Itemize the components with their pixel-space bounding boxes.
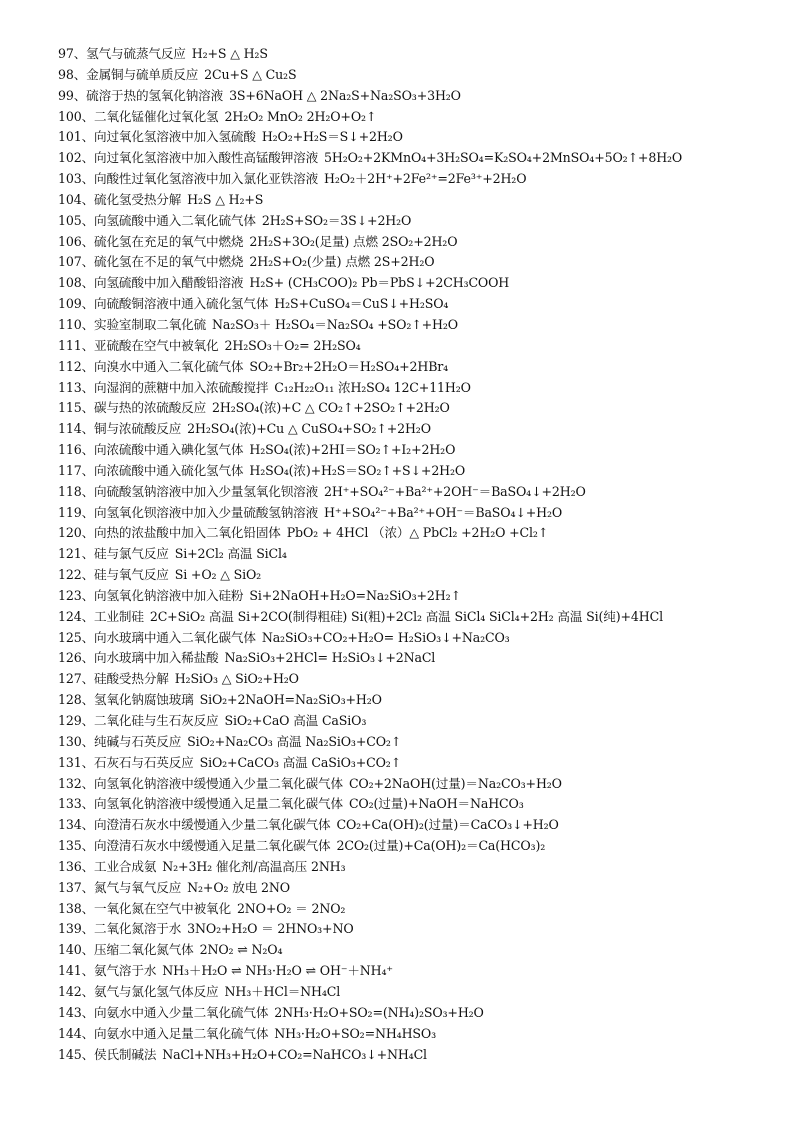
reaction-number: 125、 (58, 629, 95, 645)
reaction-line (58, 232, 778, 253)
reaction-equation: Si+2Cl₂ 高温 SiCl₄ (174, 546, 287, 562)
reaction-equation: H₂O₂+H₂S＝S↓+2H₂O (261, 129, 403, 145)
reaction-equation: H₂SO₄(浓)+H₂S＝SO₂↑+S↓+2H₂O (249, 462, 466, 478)
reaction-line (58, 794, 778, 815)
reaction-equation: NH₃·H₂O+SO₂=NH₄HSO₃ (274, 1025, 436, 1041)
reaction-line (58, 127, 778, 148)
reaction-line (58, 940, 778, 961)
reaction-line (58, 273, 778, 294)
reaction-description: 向过氧化氢溶液中加入酸性高锰酸钾溶液 (94, 150, 319, 166)
reaction-line (58, 44, 778, 65)
reaction-number: 112、 (58, 358, 95, 374)
reaction-equation: 2H₂S+SO₂＝3S↓+2H₂O (261, 212, 412, 228)
reaction-line (58, 878, 778, 899)
reaction-equation: 2H₂O₂ MnO₂ 2H₂O+O₂↑ (224, 108, 377, 124)
reaction-number: 98、 (58, 66, 87, 82)
reaction-line (58, 711, 778, 732)
reaction-number: 138、 (58, 900, 95, 916)
reaction-number: 126、 (58, 650, 95, 666)
reaction-number: 135、 (58, 838, 95, 854)
reaction-equation: 2H⁺+SO₄²⁻+Ba²⁺+2OH⁻＝BaSO₄↓+2H₂O (324, 483, 586, 499)
reaction-description: 硫化氢在不足的氧气中燃烧 (94, 254, 244, 270)
reaction-line (58, 565, 778, 586)
reaction-description: 硫溶于热的氢氧化钠溶液 (86, 87, 224, 103)
reaction-line (58, 857, 778, 878)
reaction-number: 109、 (58, 296, 95, 312)
reaction-line (58, 669, 778, 690)
reaction-description: 硅酸受热分解 (94, 671, 169, 687)
reaction-line (58, 732, 778, 753)
reaction-description: 向热的浓盐酸中加入二氧化铅固体 (94, 525, 281, 541)
reaction-equation: N₂+3H₂ 催化剂/高温高压 2NH₃ (162, 858, 346, 874)
reaction-description: 纯碱与石英反应 (94, 733, 182, 749)
reaction-number: 97、 (58, 46, 87, 61)
reaction-line (58, 1045, 778, 1066)
reaction-number: 137、 (58, 879, 95, 895)
reaction-number: 118、 (58, 483, 95, 499)
reaction-description: 硫化氢受热分解 (94, 191, 182, 207)
reaction-description: 二氧化氮溶于水 (94, 921, 182, 937)
reaction-line (58, 961, 778, 982)
reaction-number: 102、 (58, 150, 95, 166)
reaction-description: 金属铜与硫单质反应 (86, 66, 199, 82)
reaction-equation: Si+2NaOH+H₂O=Na₂SiO₃+2H₂↑ (249, 587, 461, 603)
reaction-description: 碳与热的浓硫酸反应 (94, 400, 207, 416)
reaction-line (58, 648, 778, 669)
reaction-equation: 2H₂SO₃＋O₂= 2H₂SO₄ (224, 337, 361, 353)
reaction-description: 向溴水中通入二氧化硫气体 (94, 358, 244, 374)
reaction-line (58, 148, 778, 169)
reaction-number: 101、 (58, 129, 95, 145)
reaction-line (58, 190, 778, 211)
reaction-number: 128、 (58, 692, 95, 708)
reaction-equation: NaCl+NH₃+H₂O+CO₂=NaHCO₃↓+NH₄Cl (162, 1046, 427, 1062)
reaction-line (58, 1024, 778, 1045)
reaction-line (58, 544, 778, 565)
reaction-description: 向浓硫酸中通入硫化氢气体 (94, 462, 244, 478)
reaction-equation: N₂+O₂ 放电 2NO (187, 879, 290, 895)
reaction-line (58, 169, 778, 190)
reaction-line (58, 419, 778, 440)
reaction-number: 117、 (58, 462, 95, 478)
reaction-equation: C₁₂H₂₂O₁₁ 浓H₂SO₄ 12C+11H₂O (274, 379, 471, 395)
reaction-description: 二氧化锰催化过氧化氢 (94, 108, 219, 124)
reaction-number: 143、 (58, 1004, 95, 1020)
reaction-list (58, 44, 778, 1065)
reaction-equation: H₂S+CuSO₄＝CuS↓+H₂SO₄ (274, 296, 449, 312)
reaction-number: 127、 (58, 671, 95, 687)
reaction-equation: 2NO+O₂ ＝ 2NO₂ (236, 900, 346, 916)
reaction-equation: SiO₂+CaCO₃ 高温 CaSiO₃+CO₂↑ (199, 754, 402, 770)
reaction-number: 140、 (58, 942, 95, 958)
reaction-description: 向硫酸氢钠溶液中加入少量氢氧化钡溶液 (94, 483, 319, 499)
reaction-equation: 2H₂SO₄(浓)+Cu △ CuSO₄+SO₂↑+2H₂O (187, 421, 431, 437)
reaction-line (58, 107, 778, 128)
reaction-number: 110、 (58, 316, 95, 332)
reaction-equation: 2Cu+S △ Cu₂S (204, 66, 297, 82)
reaction-line (58, 690, 778, 711)
reaction-description: 石灰石与石英反应 (94, 754, 194, 770)
reaction-number: 133、 (58, 796, 95, 812)
reaction-description: 实验室制取二氧化硫 (94, 316, 207, 332)
reaction-equation: H₂SiO₃ △ SiO₂+H₂O (174, 671, 299, 687)
reaction-number: 129、 (58, 713, 95, 728)
reaction-equation: H₂S+ (CH₃COO)₂ Pb＝PbS↓+2CH₃COOH (249, 275, 510, 291)
reaction-equation: Na₂SO₃＋ H₂SO₄＝Na₂SO₄ +SO₂↑+H₂O (212, 316, 458, 332)
reaction-number: 122、 (58, 567, 95, 583)
reaction-number: 107、 (58, 254, 95, 270)
reaction-description: 侯氏制碱法 (94, 1046, 157, 1062)
reaction-description: 向过氧化氢溶液中加入氢硫酸 (94, 129, 256, 145)
reaction-number: 119、 (58, 504, 95, 520)
reaction-number: 139、 (58, 921, 95, 937)
reaction-equation: 2C+SiO₂ 高温 Si+2CO(制得粗硅) Si(粗)+2Cl₂ 高温 SiCl₄ SiCl₄+2H₂ 高温 Si(纯)+4HCl (149, 608, 663, 624)
reaction-equation: CO₂+2NaOH(过量)＝Na₂CO₃+H₂O (348, 775, 562, 791)
reaction-number: 104、 (58, 191, 95, 207)
reaction-equation: 3NO₂+H₂O ＝ 2HNO₃+NO (187, 921, 354, 937)
reaction-number: 116、 (58, 442, 95, 458)
reaction-equation: SO₂+Br₂+2H₂O＝H₂SO₄+2HBr₄ (249, 358, 449, 374)
reaction-description: 向水玻璃中加入稀盐酸 (94, 650, 219, 666)
reaction-line (58, 440, 778, 461)
reaction-number: 108、 (58, 275, 95, 291)
reaction-equation: NH₃＋H₂O ⇌ NH₃·H₂O ⇌ OH⁻＋NH₄⁺ (162, 963, 393, 979)
reaction-number: 130、 (58, 733, 95, 749)
reaction-description: 氨气溶于水 (94, 963, 157, 979)
reaction-line (58, 1003, 778, 1024)
reaction-description: 硅与氯气反应 (94, 546, 169, 562)
reaction-line (58, 982, 778, 1003)
reaction-description: 向浓硫酸中通入碘化氢气体 (94, 442, 244, 458)
reaction-line (58, 482, 778, 503)
reaction-number: 121、 (58, 546, 95, 562)
reaction-description: 向氢硫酸中加入醋酸铅溶液 (94, 275, 244, 291)
reaction-number: 134、 (58, 817, 95, 833)
reaction-equation: 2H₂SO₄(浓)+C △ CO₂↑+2SO₂↑+2H₂O (212, 400, 450, 416)
reaction-equation: H₂O₂＋2H⁺+2Fe²⁺=2Fe³⁺+2H₂O (324, 171, 527, 187)
reaction-description: 亚硫酸在空气中被氧化 (94, 337, 219, 353)
reaction-description: 向酸性过氧化氢溶液中加入氯化亚铁溶液 (94, 171, 319, 187)
reaction-description: 硫化氢在充足的氧气中燃烧 (94, 233, 244, 249)
reaction-number: 145、 (58, 1046, 95, 1062)
reaction-description: 工业合成氨 (94, 858, 157, 874)
reaction-equation: H₂+S △ H₂S (191, 46, 268, 61)
reaction-number: 120、 (58, 525, 95, 541)
reaction-equation: 3S+6NaOH △ 2Na₂S+Na₂SO₃+3H₂O (229, 87, 461, 103)
reaction-number: 136、 (58, 858, 95, 874)
reaction-line (58, 836, 778, 857)
reaction-line (58, 919, 778, 940)
reaction-number: 103、 (58, 171, 95, 187)
reaction-number: 106、 (58, 233, 95, 249)
reaction-line (58, 398, 778, 419)
reaction-equation: SiO₂+CaO 高温 CaSiO₃ (224, 713, 367, 728)
reaction-line (58, 65, 778, 86)
reaction-line (58, 315, 778, 336)
reaction-line (58, 503, 778, 524)
reaction-number: 113、 (58, 379, 95, 395)
reaction-number: 131、 (58, 754, 95, 770)
reaction-equation: 5H₂O₂+2KMnO₄+3H₂SO₄=K₂SO₄+2MnSO₄+5O₂↑+8H₂O (324, 150, 683, 166)
reaction-description: 向水玻璃中通入二氧化碳气体 (94, 629, 256, 645)
reaction-description: 硅与氧气反应 (94, 567, 169, 583)
reaction-description: 向氢氧化钠溶液中缓慢通入少量二氧化碳气体 (94, 775, 343, 791)
reaction-description: 向氢氧化钡溶液中加入少量硫酸氢钠溶液 (94, 504, 319, 520)
reaction-equation: Na₂SiO₃+2HCl= H₂SiO₃↓+2NaCl (224, 650, 436, 666)
reaction-description: 向氨水中通入少量二氧化硫气体 (94, 1004, 269, 1020)
reaction-equation: SiO₂+Na₂CO₃ 高温 Na₂SiO₃+CO₂↑ (187, 733, 402, 749)
reaction-description: 向氨水中通入足量二氧化硫气体 (94, 1025, 269, 1041)
reaction-number: 99、 (58, 87, 87, 103)
reaction-equation: SiO₂+2NaOH=Na₂SiO₃+H₂O (199, 692, 382, 708)
reaction-line (58, 357, 778, 378)
reaction-line (58, 523, 778, 544)
reaction-line (58, 607, 778, 628)
reaction-equation: PbO₂ + 4HCl （浓）△ PbCl₂ +2H₂O +Cl₂↑ (286, 525, 549, 541)
reaction-description: 一氧化氮在空气中被氧化 (94, 900, 231, 916)
reaction-number: 114、 (58, 421, 95, 437)
reaction-equation: CO₂+Ca(OH)₂(过量)＝CaCO₃↓+H₂O (336, 817, 559, 833)
reaction-equation: 2H₂S+3O₂(足量) 点燃 2SO₂+2H₂O (249, 233, 458, 249)
reaction-description: 向澄清石灰水中缓慢通入足量二氧化碳气体 (94, 838, 331, 854)
reaction-description: 工业制硅 (94, 608, 144, 624)
reaction-description: 压缩二氧化氮气体 (94, 942, 194, 958)
reaction-equation: 2NO₂ ⇌ N₂O₄ (199, 942, 283, 958)
reaction-number: 111、 (58, 337, 95, 353)
reaction-description: 氢氧化钠腐蚀玻璃 (94, 692, 194, 708)
reaction-equation: 2CO₂(过量)+Ca(OH)₂＝Ca(HCO₃)₂ (336, 838, 546, 854)
reaction-line (58, 336, 778, 357)
reaction-line (58, 815, 778, 836)
reaction-line (58, 753, 778, 774)
reaction-equation: NH₃＋HCl＝NH₄Cl (224, 983, 341, 999)
reaction-number: 100、 (58, 108, 95, 124)
reaction-line (58, 586, 778, 607)
reaction-line (58, 899, 778, 920)
reaction-description: 向湿润的蔗糖中加入浓硫酸搅拌 (94, 379, 269, 395)
reaction-description: 向澄清石灰水中缓慢通入少量二氧化碳气体 (94, 817, 331, 833)
reaction-equation: H₂S △ H₂+S (187, 191, 264, 207)
reaction-description: 氢气与硫蒸气反应 (86, 46, 186, 61)
reaction-number: 144、 (58, 1025, 95, 1041)
reaction-equation: CO₂(过量)+NaOH＝NaHCO₃ (348, 796, 524, 812)
reaction-description: 氮气与氧气反应 (94, 879, 182, 895)
reaction-line (58, 294, 778, 315)
reaction-number: 124、 (58, 608, 95, 624)
reaction-equation: 2NH₃·H₂O+SO₂=(NH₄)₂SO₃+H₂O (274, 1004, 484, 1020)
reaction-number: 115、 (58, 400, 95, 416)
reaction-description: 向氢硫酸中通入二氧化硫气体 (94, 212, 256, 228)
reaction-number: 123、 (58, 587, 95, 603)
reaction-equation: H₂SO₄(浓)+2HI＝SO₂↑+I₂+2H₂O (249, 442, 456, 458)
reaction-description: 二氧化硅与生石灰反应 (94, 713, 219, 728)
reaction-description: 向氢氧化钠溶液中缓慢通入足量二氧化碳气体 (94, 796, 343, 812)
reaction-line (58, 378, 778, 399)
reaction-line (58, 461, 778, 482)
reaction-equation: H⁺+SO₄²⁻+Ba²⁺+OH⁻＝BaSO₄↓+H₂O (324, 504, 563, 520)
reaction-line (58, 211, 778, 232)
reaction-number: 141、 (58, 963, 95, 979)
reaction-equation: 2H₂S+O₂(少量) 点燃 2S+2H₂O (249, 254, 435, 270)
reaction-line (58, 774, 778, 795)
reaction-line (58, 628, 778, 649)
reaction-number: 105、 (58, 212, 95, 228)
reaction-number: 142、 (58, 983, 95, 999)
reaction-equation: Na₂SiO₃+CO₂+H₂O= H₂SiO₃↓+Na₂CO₃ (261, 629, 510, 645)
reaction-number: 132、 (58, 775, 95, 791)
reaction-description: 向氢氧化钠溶液中加入硅粉 (94, 587, 244, 603)
reaction-description: 向硫酸铜溶液中通入硫化氢气体 (94, 296, 269, 312)
reaction-line (58, 86, 778, 107)
reaction-line (58, 252, 778, 273)
reaction-description: 氨气与氯化氢气体反应 (94, 983, 219, 999)
reaction-description: 铜与浓硫酸反应 (94, 421, 182, 437)
reaction-equation: Si +O₂ △ SiO₂ (174, 567, 262, 583)
